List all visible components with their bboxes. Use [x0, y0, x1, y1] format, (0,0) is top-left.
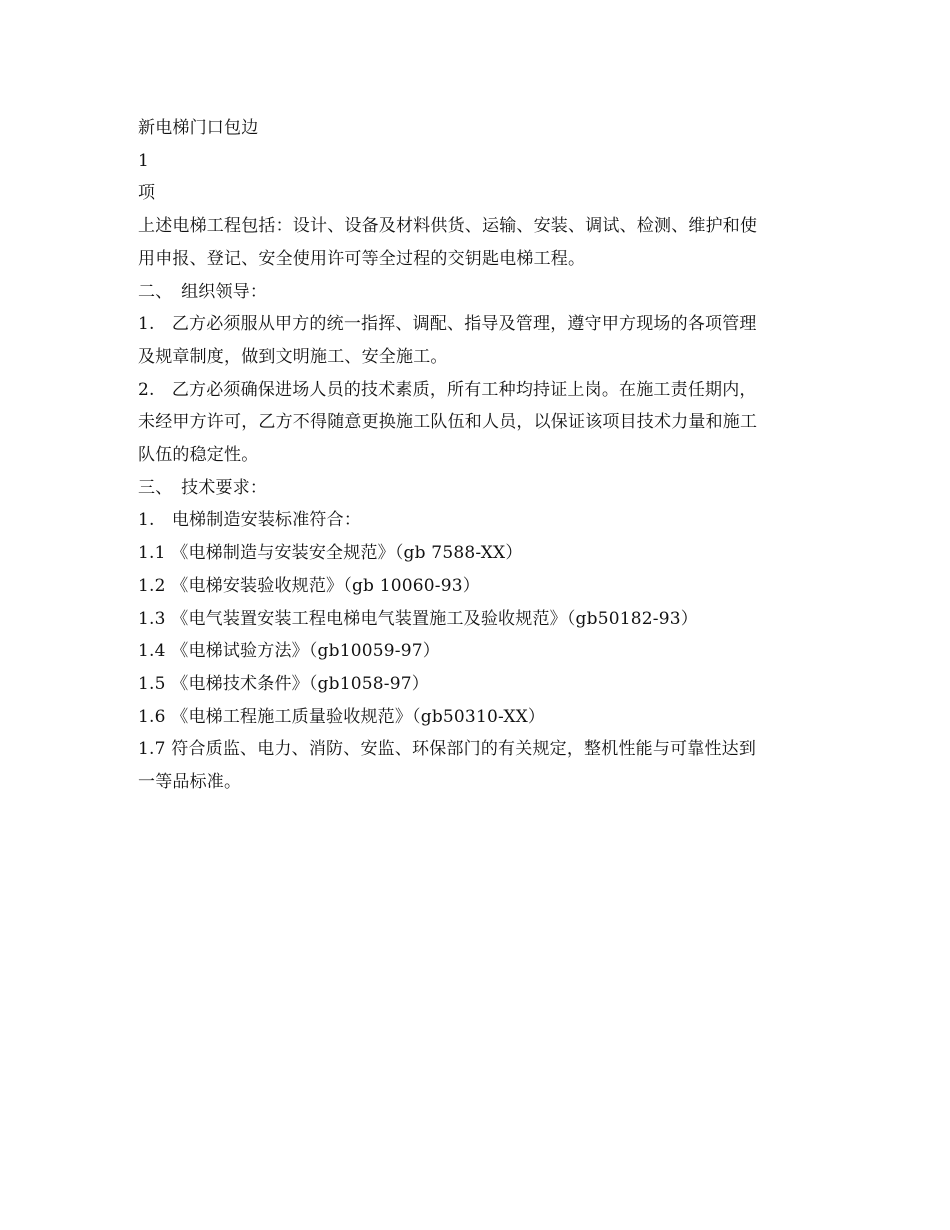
standard-1-7-line-2: 一等品标准。 — [138, 772, 242, 793]
org-clause-2-line-3: 队伍的稳定性。 — [138, 445, 259, 466]
standard-1-1: 1.1 《电梯制造与安装安全规范》（gb 7588-XX） — [138, 543, 523, 564]
section-heading-technical: 三、 技术要求： — [138, 477, 268, 498]
scope-paragraph-line-1: 上述电梯工程包括：设计、设备及材料供货、运输、安装、调试、检测、维护和使 — [138, 216, 758, 237]
standard-1-5: 1.5 《电梯技术条件》（gb1058-97） — [138, 673, 429, 694]
standard-1-6: 1.6 《电梯工程施工质量验收规范》（gb50310-XX） — [138, 706, 546, 727]
tech-clause-1: 1. 电梯制造安装标准符合： — [138, 510, 362, 531]
item-unit: 项 — [138, 183, 156, 204]
org-clause-2-line-2: 未经甲方许可，乙方不得随意更换施工队伍和人员，以保证该项目技术力量和施工 — [138, 412, 758, 433]
standard-1-7-line-1: 1.7 符合质监、电力、消防、安监、环保部门的有关规定，整机性能与可靠性达到 — [138, 739, 757, 760]
section-heading-organization: 二、 组织领导： — [138, 281, 268, 302]
standard-1-3: 1.3 《电气装置安装工程电梯电气装置施工及验收规范》（gb50182-93） — [138, 608, 698, 629]
item-quantity: 1 — [138, 150, 150, 171]
org-clause-2-line-1: 2. 乙方必须确保进场人员的技术素质，所有工种均持证上岗。在施工责任期内， — [138, 379, 757, 400]
item-title: 新电梯门口包边 — [138, 118, 259, 138]
document-body — [138, 112, 816, 799]
scope-paragraph-line-2: 用申报、登记、安全使用许可等全过程的交钥匙电梯工程。 — [138, 248, 586, 269]
org-clause-1-line-1: 1. 乙方必须服从甲方的统一指挥、调配、指导及管理，遵守甲方现场的各项管理 — [138, 314, 757, 335]
standard-1-2: 1.2 《电梯安装验收规范》（gb 10060-93） — [138, 575, 480, 596]
org-clause-1-line-2: 及规章制度，做到文明施工、安全施工。 — [138, 346, 448, 367]
standard-1-4: 1.4 《电梯试验方法》（gb10059-97） — [138, 641, 440, 662]
